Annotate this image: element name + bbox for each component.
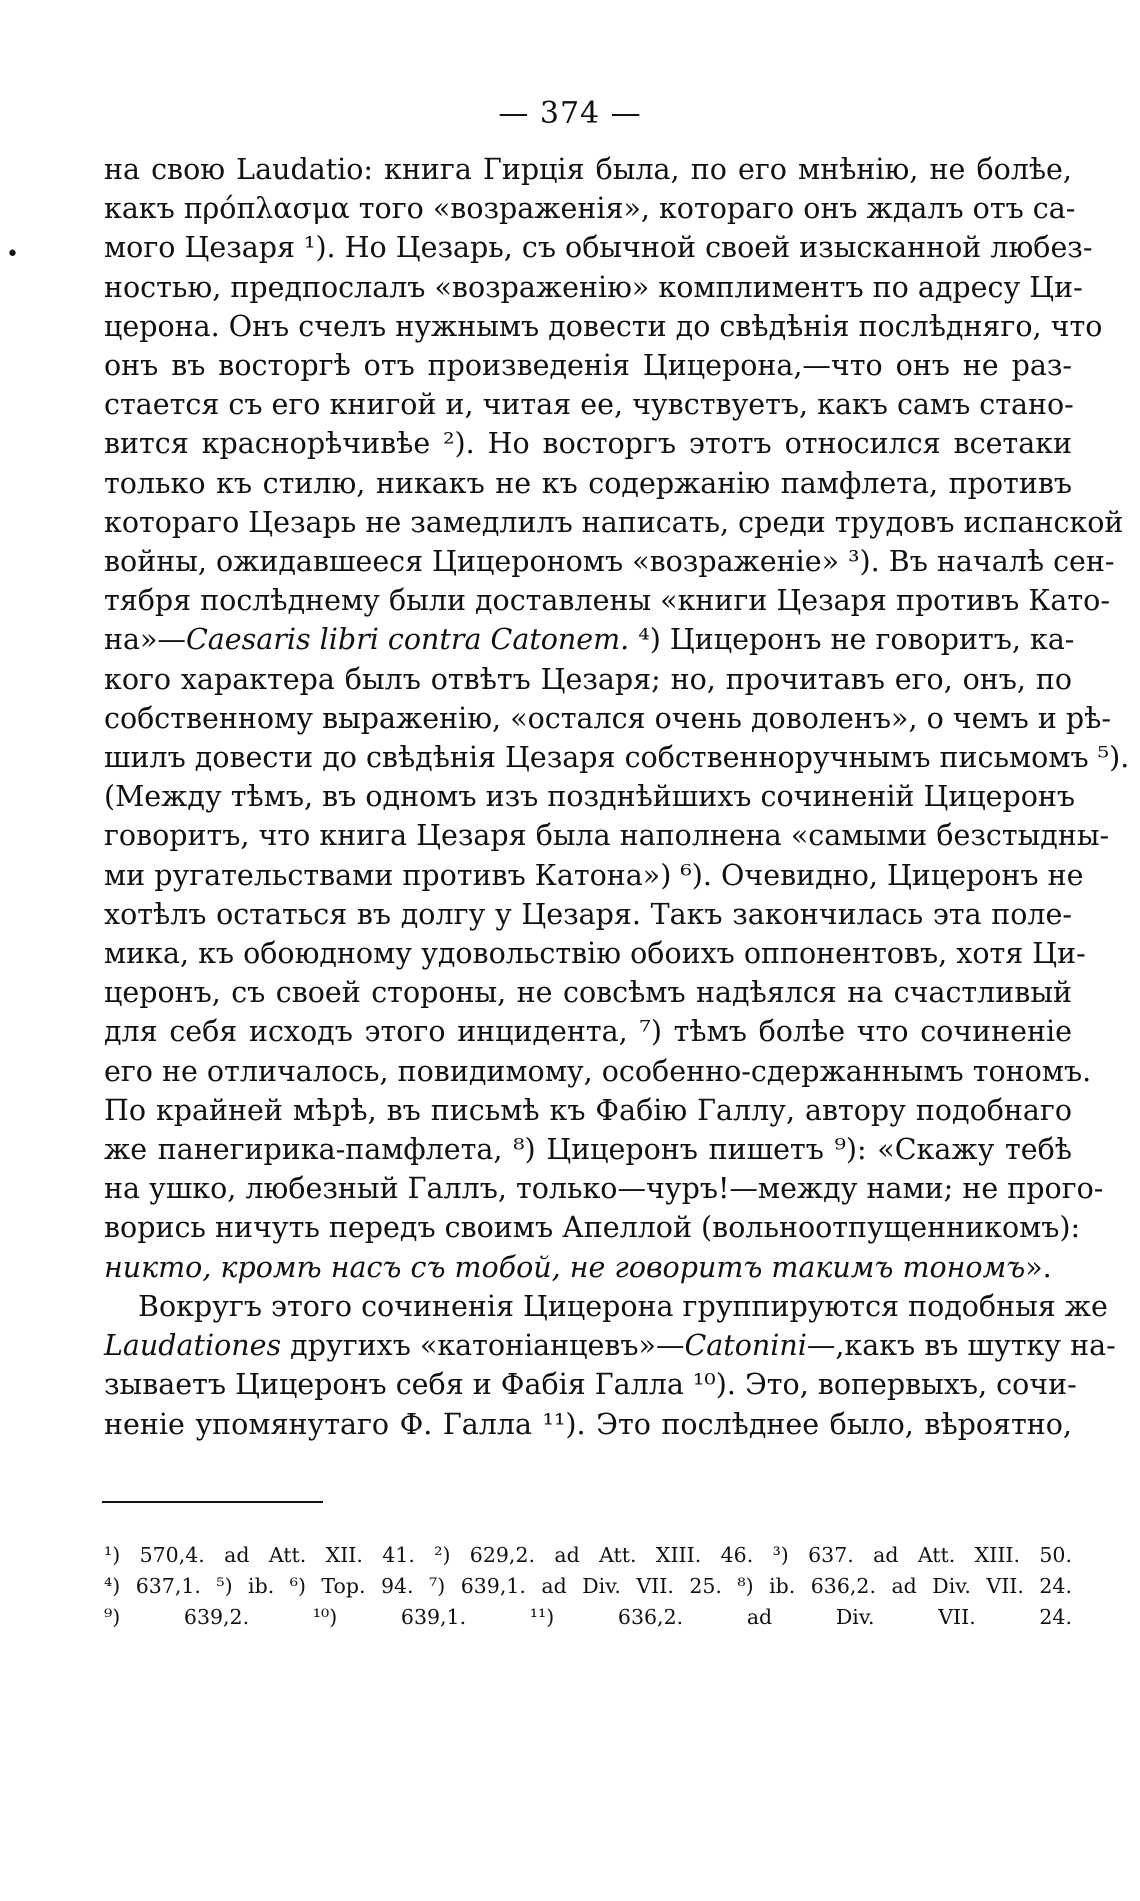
text-line: на»—Caesaris libri contra Catonem. ⁴) Цицеронъ не говоритъ, ка- <box>104 623 1075 657</box>
text-line: Вокругъ этого сочиненія Цицерона группируются подобныя же <box>138 1289 1108 1323</box>
italic-phrase: Caesaris libri contra Catonem. <box>185 623 630 657</box>
italic-phrase: Laudationes <box>104 1329 282 1363</box>
text-line: стается съ его книгой и, читая ее, чувствуетъ, какъ самъ стано- <box>104 388 1074 422</box>
text-line: никто, кромѣ насъ съ тобой, не говоритъ такимъ тономъ». <box>104 1250 1052 1284</box>
margin-bullet-mark: • <box>6 242 19 267</box>
page-number: — 374 — <box>498 96 642 131</box>
text-line: ностью, предпослалъ «возраженію» комплиментъ по адресу Ци- <box>104 270 1083 304</box>
text-line: мого Цезаря ¹). Но Цезарь, съ обычной своей изысканной любез- <box>104 231 1093 265</box>
text-line: войны, ожидавшееся Цицерономъ «возраженіе» ³). Въ началѣ сен- <box>104 545 1115 579</box>
text-line: мика, къ обоюдному удовольствію обоихъ оппонентовъ, хотя Ци- <box>104 937 1086 971</box>
text-line: (Между тѣмъ, въ одномъ изъ позднѣйшихъ сочиненій Цицеронъ <box>104 780 1076 814</box>
footnotes <box>104 1540 1072 1633</box>
text-line: По крайней мѣрѣ, въ письмѣ къ Фабію Галлу, автору подобнаго <box>104 1093 1072 1127</box>
text-line: котораго Цезарь не замедлилъ написать, среди трудовъ испанской <box>104 505 1124 539</box>
text-line: зываетъ Цицеронъ себя и Фабія Галла ¹⁰). Это, вопервыхъ, сочи- <box>104 1368 1077 1402</box>
text-line: тября послѣднему были доставлены «книги Цезаря противъ Като- <box>104 584 1110 618</box>
footnote-line: ⁴) 637,1. ⁵) ib. ⁶) Top. 94. ⁷) 639,1. ad Div. VII. 25. ⁸) ib. 636,2. ad Div. VII. 24. <box>104 1574 1072 1598</box>
footnote-separator-rule <box>102 1501 323 1503</box>
text-line: на ушко, любезный Галлъ, только—чуръ!—между нами; не прого- <box>104 1172 1104 1206</box>
text-line: церонъ, съ своей стороны, не совсѣмъ надѣялся на счастливый <box>104 976 1072 1010</box>
text-line: неніе упомянутаго Ф. Галла ¹¹). Это послѣднее было, вѣроятно, <box>104 1407 1072 1441</box>
text-line: только къ стилю, никакъ не къ содержанію памфлета, противъ <box>104 466 1072 500</box>
body-text <box>104 150 1130 1444</box>
text-line: на свою Laudatio: книга Гирція была, по его мнѣнію, не болѣе, <box>104 153 1072 186</box>
text-line: онъ въ восторгѣ отъ произведенія Цицерона,—что онъ не раз- <box>104 349 1072 383</box>
text-line: ворись ничуть передъ своимъ Апеллой (вольноотпущенникомъ): <box>104 1211 1081 1245</box>
footnote-line: ⁹) 639,2. ¹⁰) 639,1. ¹¹) 636,2. ad Div. VII. 24. <box>104 1605 1072 1629</box>
italic-phrase: Catonini <box>684 1329 807 1363</box>
text-line: шилъ довести до свѣдѣнія Цезаря собственноручнымъ письмомъ ⁵). <box>104 741 1130 775</box>
text-line: говоритъ, что книга Цезаря была наполнена «самыми безстыдны- <box>104 819 1110 853</box>
text-line: хотѣлъ остаться въ долгу у Цезаря. Такъ закончилась эта поле- <box>104 897 1072 931</box>
italic-phrase: никто, кромѣ насъ съ тобой, не говоритъ такимъ тономъ <box>104 1250 1026 1284</box>
text-line: ми ругательствами противъ Катона») ⁶). Очевидно, Цицеронъ не <box>104 858 1084 892</box>
text-line: церона. Онъ счелъ нужнымъ довести до свѣдѣнія послѣдняго, что <box>104 309 1103 343</box>
text-line: его не отличалось, повидимому, особенно-сдержаннымъ тономъ. <box>104 1054 1092 1088</box>
text-line: собственному выраженію, «остался очень доволенъ», о чемъ и рѣ- <box>104 701 1111 735</box>
footnote-line: ¹) 570,4. ad Att. XII. 41. ²) 629,2. ad Att. XIII. 46. ³) 637. ad Att. XIII. 50. <box>104 1543 1072 1567</box>
text-line: вится краснорѣчивѣе ²). Но восторгъ этотъ относился всетаки <box>104 427 1072 461</box>
text-line: для себя исходъ этого инцидента, ⁷) тѣмъ болѣе что сочиненіе <box>104 1015 1072 1049</box>
text-line: Laudationes другихъ «катоніанцевъ»—Catonini—,какъ въ шутку на- <box>104 1329 1116 1363</box>
text-line: же панегирика-памфлета, ⁸) Цицеронъ пишетъ ⁹): «Скажу тебѣ <box>104 1133 1072 1167</box>
text-line: какъ πρόπλασμα того «возраженія», котораго онъ ждалъ отъ са- <box>104 192 1076 226</box>
text-line: кого характера былъ отвѣтъ Цезаря; но, прочитавъ его, онъ, по <box>104 662 1072 696</box>
